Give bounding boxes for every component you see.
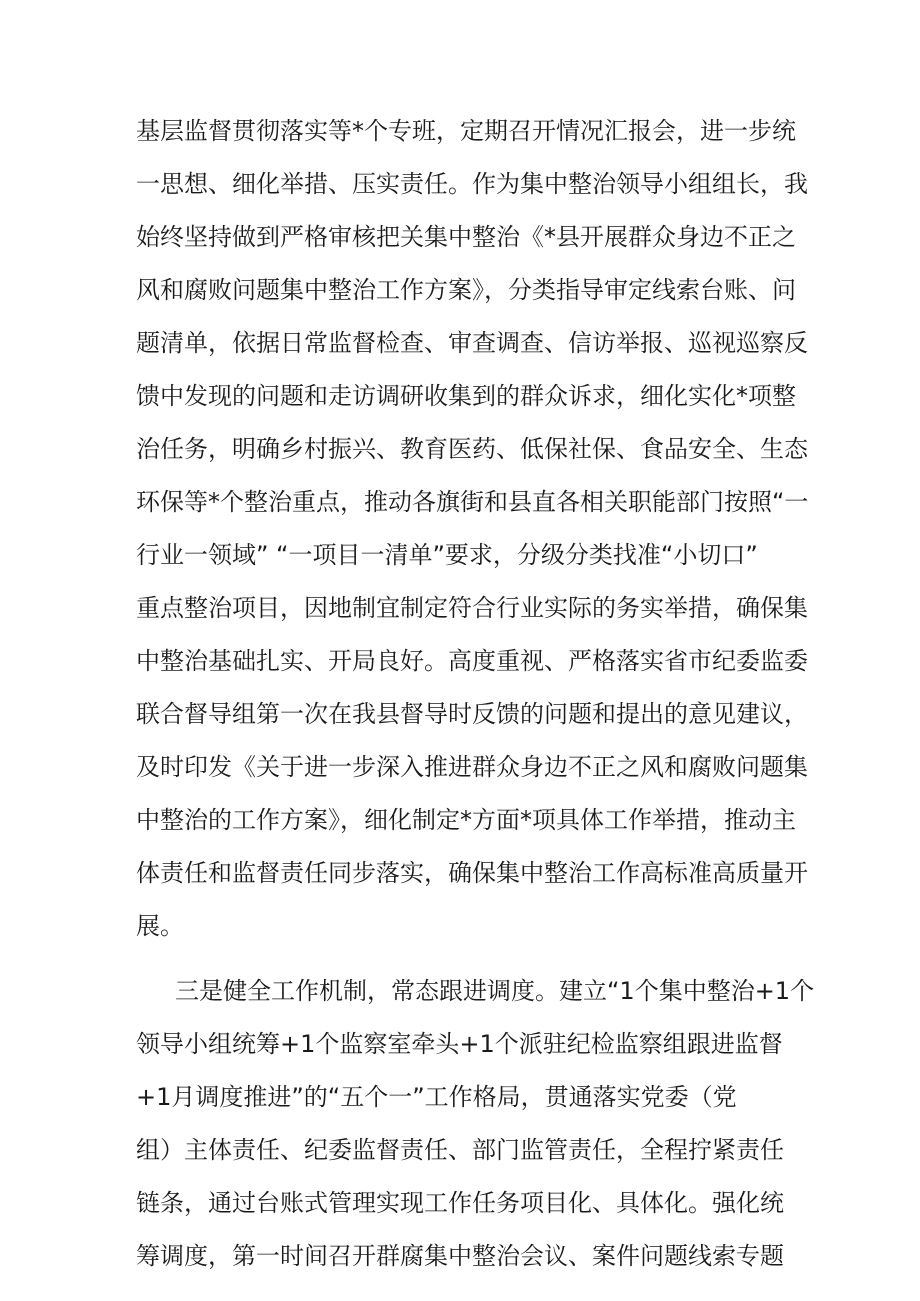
text-line: 中整治基础扎实、开局良好。高度重视、严格落实省市纪委监委	[136, 647, 808, 675]
text-line: 及时印发《关于进一步深入推进群众身边不正之风和腐败问题集	[136, 753, 808, 781]
text-line: 风和腐败问题集中整治工作方案》，分类指导审定线索台账、问	[136, 276, 796, 304]
text-line: 体责任和监督责任同步落实，确保集中整治工作高标准高质量开	[136, 859, 808, 887]
text-line: 筹调度，第一时间召开群腐集中整治会议、案件问题线索专题	[136, 1242, 784, 1270]
text-line: 环保等*个整治重点，推动各旗街和县直各相关职能部门按照“一	[136, 488, 809, 516]
text-line: 组）主体责任、纪委监督责任、部门监管责任，全程拧紧责任	[136, 1136, 784, 1164]
text-line: 链条，通过台账式管理实现工作任务项目化、具体化。强化统	[136, 1189, 784, 1217]
text-line: 治任务，明确乡村振兴、教育医药、低保社保、食品安全、生态	[136, 435, 808, 463]
text-line: 题清单，依据日常监督检查、审查调查、信访举报、巡视巡察反	[136, 329, 808, 357]
text-line: 展。	[136, 912, 184, 940]
text-line: 三是健全工作机制，常态跟进调度。建立“1个集中整治+1个	[175, 977, 815, 1005]
text-line: 始终坚持做到严格审核把关集中整治《*县开展群众身边不正之	[136, 223, 796, 251]
text-line: 联合督导组第一次在我县督导时反馈的问题和提出的意见建议，	[136, 700, 808, 728]
text-line: 馈中发现的问题和走访调研收集到的群众诉求，细化实化*项整	[136, 382, 796, 410]
text-line: 领导小组统筹+1个监察室牵头+1个派驻纪检监察组跟进监督	[136, 1030, 783, 1058]
text-line: 重点整治项目，因地制宜制定符合行业实际的务实举措，确保集	[136, 594, 808, 622]
text-line: +1月调度推进”的“五个一”工作格局，贯通落实党委（党	[136, 1083, 737, 1111]
text-line: 基层监督贯彻落实等*个专班，定期召开情况汇报会，进一步统	[136, 117, 796, 145]
text-line: 行业一领域” “一项目一清单”要求，分级分类找准“小切口”	[136, 541, 758, 569]
text-line: 一思想、细化举措、压实责任。作为集中整治领导小组组长，我	[136, 170, 808, 198]
text-line: 中整治的工作方案》，细化制定*方面*项具体工作举措，推动主	[136, 806, 796, 834]
